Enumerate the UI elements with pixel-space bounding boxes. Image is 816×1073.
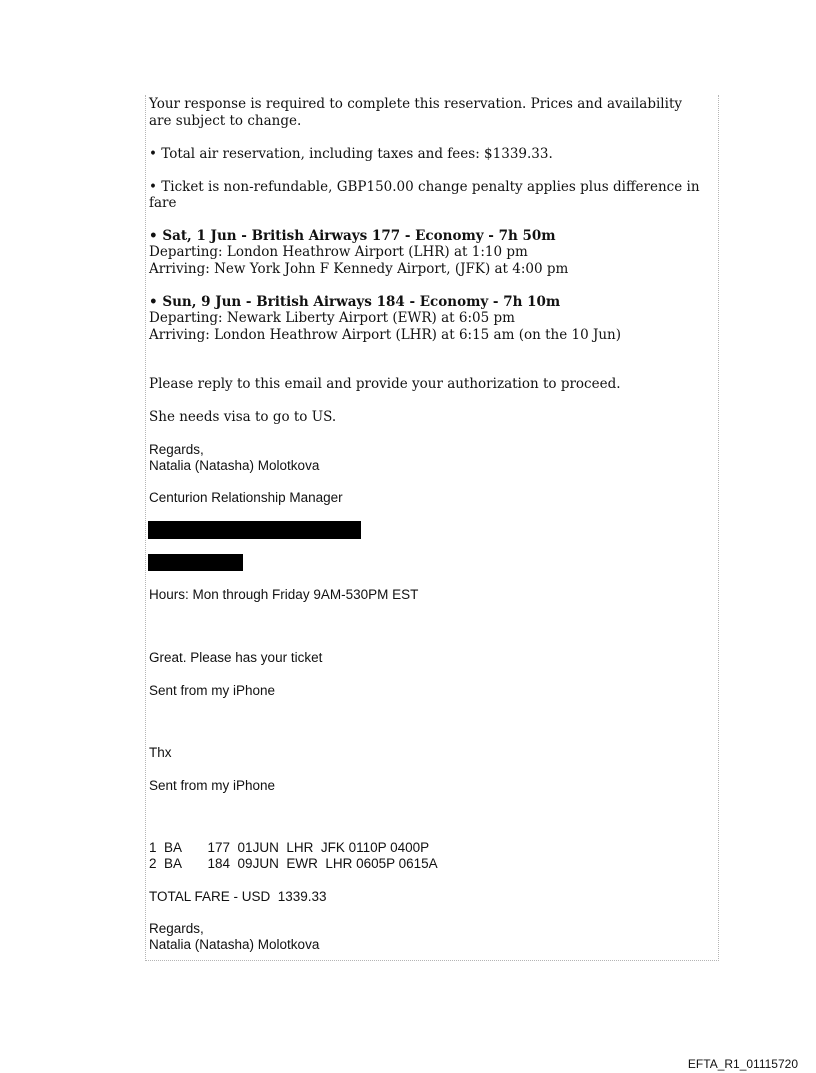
flight-1-header: • Sat, 1 Jun - British Airways 177 - Economy - 7h 50m bbox=[149, 228, 556, 244]
document-id: EFTA_R1_01115720 bbox=[687, 1057, 798, 1071]
itinerary-row-2: 2 BA 184 09JUN EWR LHR 0605P 0615A bbox=[149, 856, 438, 871]
intro-line-1: Your response is required to complete this reservation. Prices and availability bbox=[149, 96, 682, 112]
flight-2-header: • Sun, 9 Jun - British Airways 184 - Economy - 7h 10m bbox=[149, 294, 561, 310]
reply-2-sent-from: Sent from my iPhone bbox=[149, 778, 276, 793]
signature-1-regards: Regards, bbox=[149, 442, 204, 457]
reply-1-sent-from: Sent from my iPhone bbox=[149, 683, 276, 698]
flight-2-arriving: Arriving: London Heathrow Airport (LHR) at 6:15 am (on the 10 Jun) bbox=[149, 327, 622, 343]
signature-1-hours: Hours: Mon through Friday 9AM-530PM EST bbox=[149, 587, 419, 602]
ticket-bullet-line-1: • Ticket is non-refundable, GBP150.00 change penalty applies plus difference in bbox=[149, 179, 700, 195]
flight-1-departing: Departing: London Heathrow Airport (LHR) at 1:10 pm bbox=[149, 244, 528, 260]
reply-request: Please reply to this email and provide your authorization to proceed. bbox=[149, 376, 621, 392]
signature-1-title: Centurion Relationship Manager bbox=[149, 490, 343, 505]
reply-2-text: Thx bbox=[149, 745, 172, 760]
reply-1-text: Great. Please has your ticket bbox=[149, 650, 323, 665]
redacted-contact-block bbox=[148, 521, 361, 539]
redacted-phone-block bbox=[148, 554, 243, 571]
intro-line-2: are subject to change. bbox=[149, 113, 302, 129]
signature-2-regards: Regards, bbox=[149, 921, 204, 936]
ticket-bullet-line-2: fare bbox=[149, 195, 177, 211]
signature-1-name: Natalia (Natasha) Molotkova bbox=[149, 458, 320, 473]
flight-2-departing: Departing: Newark Liberty Airport (EWR) at 6:05 pm bbox=[149, 310, 515, 326]
flight-1-arriving: Arriving: New York John F Kennedy Airport, (JFK) at 4:00 pm bbox=[149, 261, 569, 277]
itinerary-total: TOTAL FARE - USD 1339.33 bbox=[149, 889, 327, 904]
total-bullet: • Total air reservation, including taxes and fees: $1339.33. bbox=[149, 146, 553, 162]
visa-note: She needs visa to go to US. bbox=[149, 409, 337, 425]
signature-2-name: Natalia (Natasha) Molotkova bbox=[149, 937, 320, 952]
itinerary-row-1: 1 BA 177 01JUN LHR JFK 0110P 0400P bbox=[149, 840, 430, 855]
